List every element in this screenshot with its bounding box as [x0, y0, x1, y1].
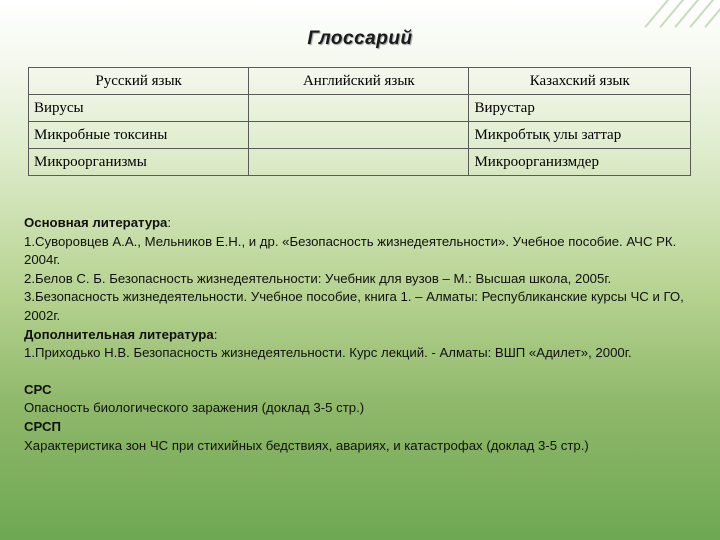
main-literature-heading: Основная литература:: [24, 215, 172, 230]
cell-kazakh: Микроорганизмдер: [469, 149, 691, 176]
cell-english: [249, 149, 469, 176]
main-literature-item: 1.Суворовцев А.А., Мельников Е.Н., и др. «Безопасность жизнедеятельности». Учебное пособие. АЧС РК. 2004г.: [24, 233, 677, 268]
cell-russian: Вирусы: [29, 95, 249, 122]
srs-label: СРС: [24, 381, 52, 397]
glossary-table: [28, 67, 691, 176]
main-literature-item: 3.Безопасность жизнедеятельности. Учебное пособие, книга 1. – Алматы: Республиканские курсы ЧС и ГО, 2002г.: [24, 289, 684, 323]
slide-title: Глоссарий: [307, 28, 413, 49]
header-russian: Русский язык: [29, 68, 249, 95]
cell-english: [249, 122, 469, 149]
header-english: Английский язык: [249, 68, 469, 95]
cell-kazakh: Микробтық улы заттар: [469, 122, 691, 149]
cell-kazakh: Вирустар: [469, 95, 691, 122]
literature-section: [24, 214, 694, 455]
table-row: [29, 95, 691, 122]
srs-text: Опасность биологического заражения (доклад 3-5 стр.): [24, 400, 365, 416]
table-row: [29, 149, 691, 176]
main-literature-item: 2.Белов С. Б. Безопасность жизнедеятельности: Учебник для вузов – М.: Высшая школа, 2005г.: [24, 270, 612, 286]
cell-russian: Микробные токсины: [29, 122, 249, 149]
extra-literature-item: 1.Приходько Н.В. Безопасность жизнедеятельности. Курс лекций. - Алматы: ВШП «Адилет», 2000г.: [24, 345, 632, 361]
table-row: [29, 122, 691, 149]
extra-literature-heading: Дополнительная литература:: [24, 326, 218, 342]
srsp-text: Характеристика зон ЧС при стихийных бедствиях, авариях, и катастрофах (доклад 3-5 стр.): [24, 437, 589, 453]
srsp-label: СРСП: [24, 418, 61, 434]
cell-russian: Микроорганизмы: [29, 149, 249, 176]
header-kazakh: Казахский язык: [469, 68, 691, 95]
cell-english: [249, 95, 469, 122]
table-header-row: [29, 68, 691, 95]
